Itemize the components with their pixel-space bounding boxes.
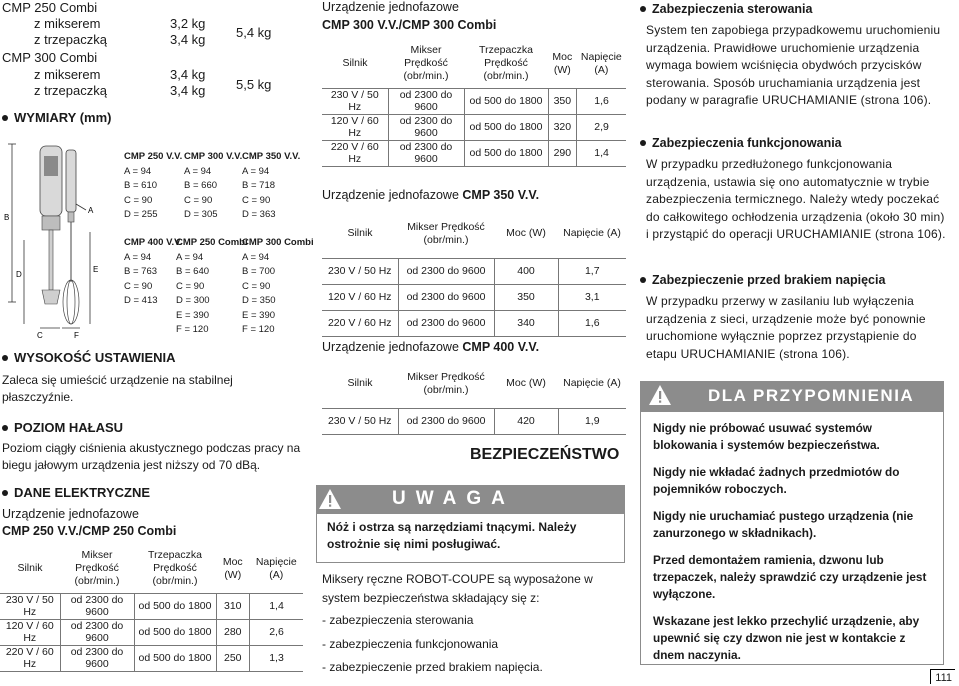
cell: 1,7 bbox=[558, 258, 626, 284]
model-title: CMP 350 V.V. bbox=[462, 188, 540, 202]
diagram-label-e: E bbox=[93, 265, 99, 274]
dim-line: A = 94 bbox=[124, 251, 152, 263]
cell: 1,4 bbox=[250, 593, 303, 619]
cell: od 2300 do 9600 bbox=[60, 593, 134, 619]
right-heading-2 bbox=[640, 136, 842, 150]
dim-block-title: CMP 400 V.V. bbox=[124, 237, 183, 248]
dim-block bbox=[184, 150, 242, 223]
cell: od 500 do 1800 bbox=[134, 645, 216, 671]
col-header: Moc (W) bbox=[552, 50, 573, 76]
uwaga-banner bbox=[316, 485, 625, 513]
dimensions-heading-text: WYMIARY (mm) bbox=[14, 110, 112, 125]
dim-block bbox=[242, 150, 300, 223]
model-title-line bbox=[322, 188, 539, 202]
cell: 120 V / 60 Hz bbox=[322, 114, 388, 140]
col-header: Silnik bbox=[347, 227, 373, 240]
weight-value: 3,4 kg bbox=[170, 83, 206, 98]
dim-block-title: CMP 300 V.V. bbox=[184, 151, 243, 162]
dim-block bbox=[124, 236, 182, 309]
table-row bbox=[322, 88, 626, 114]
bullet-icon bbox=[2, 115, 8, 121]
cell: od 500 do 1800 bbox=[134, 619, 216, 645]
dim-line: B = 700 bbox=[242, 266, 276, 277]
dim-line: D = 413 bbox=[124, 295, 158, 306]
dim-block-title: CMP 350 V.V. bbox=[242, 151, 301, 162]
cell: 220 V / 60 Hz bbox=[322, 140, 388, 166]
weight-total: 5,5 kg bbox=[236, 77, 272, 92]
diagram-label-f: F bbox=[74, 331, 79, 340]
reminder-item: Nigdy nie wkładać żadnych przedmiotów do pojemników roboczych. bbox=[653, 465, 900, 496]
cell: 230 V / 50 Hz bbox=[322, 258, 398, 284]
noise-heading-text: POZIOM HAŁASU bbox=[14, 420, 124, 435]
col-header: Mikser Prędkość (obr/min.) bbox=[407, 370, 485, 396]
cell: od 2300 do 9600 bbox=[60, 619, 134, 645]
bullet-icon bbox=[2, 355, 8, 361]
weight-label: z trzepaczką bbox=[34, 83, 107, 98]
dim-line: B = 718 bbox=[242, 180, 276, 191]
col-header: Trzepaczka Prędkość (obr/min.) bbox=[148, 549, 202, 588]
dim-line: C = 90 bbox=[184, 194, 213, 206]
col-header: Silnik bbox=[17, 562, 43, 575]
dim-line: A = 94 bbox=[242, 251, 270, 263]
dim-line: D = 363 bbox=[242, 209, 276, 220]
dim-line: D = 300 bbox=[176, 295, 210, 306]
reminder-title: DLA PRZYPOMNIENIA bbox=[708, 386, 915, 405]
electric-table-300 bbox=[322, 40, 626, 167]
col-header: Silnik bbox=[342, 57, 368, 70]
right-heading-1 bbox=[640, 2, 812, 16]
reminder-item: Wskazane jest lekko przechylić urządzenie, aby upewnić się czy dzwon nie jest w kontakcie z dnem naczynia. bbox=[653, 614, 920, 662]
cell: od 2300 do 9600 bbox=[388, 114, 464, 140]
cell: od 2300 do 9600 bbox=[398, 310, 494, 336]
cell: 320 bbox=[548, 114, 577, 140]
cell: 310 bbox=[216, 593, 250, 619]
cell: od 2300 do 9600 bbox=[398, 258, 494, 284]
cell: 280 bbox=[216, 619, 250, 645]
col-header: Mikser Prędkość (obr/min.) bbox=[74, 549, 120, 588]
cell: 250 bbox=[216, 645, 250, 671]
col-header: Moc (W) bbox=[506, 227, 546, 240]
cell: od 2300 do 9600 bbox=[388, 140, 464, 166]
electric-heading bbox=[2, 485, 150, 500]
cell: 350 bbox=[494, 284, 558, 310]
cell: 1,9 bbox=[558, 408, 626, 434]
cell: 220 V / 60 Hz bbox=[322, 310, 398, 336]
safety-list-item: - zabezpieczenia funkcjonowania bbox=[322, 637, 499, 651]
weight-label: z mikserem bbox=[34, 16, 101, 31]
dim-line: B = 640 bbox=[176, 266, 210, 277]
dim-line: D = 305 bbox=[184, 209, 218, 220]
cell: 230 V / 50 Hz bbox=[322, 408, 398, 434]
col-header: Trzepaczka Prędkość (obr/min.) bbox=[479, 44, 533, 83]
diagram-label-b: B bbox=[4, 213, 10, 222]
col-header: Mikser Prędkość (obr/min.) bbox=[407, 220, 485, 246]
safety-list-item: - zabezpieczenie przed brakiem napięcia. bbox=[322, 660, 543, 674]
col-header: Napięcie (A) bbox=[563, 377, 621, 390]
bullet-icon bbox=[2, 490, 8, 496]
table-row bbox=[322, 114, 626, 140]
right-heading-3 bbox=[640, 273, 885, 287]
dim-line: C = 90 bbox=[176, 280, 205, 292]
noise-text: Poziom ciągły ciśnienia akustycznego podczas pracy na biegu jałowym urządzenia jest niższy od 70 dBą. bbox=[2, 441, 301, 472]
dim-line: B = 763 bbox=[124, 266, 158, 277]
table-row bbox=[0, 593, 303, 619]
weight-value: 3,2 kg bbox=[170, 16, 206, 31]
col-header: Mikser Prędkość (obr/min.) bbox=[403, 44, 449, 83]
electric-table-400 bbox=[322, 360, 626, 435]
weight-value: 3,4 kg bbox=[170, 67, 206, 82]
cell: 2,6 bbox=[250, 619, 303, 645]
noise-heading bbox=[2, 420, 123, 435]
table-row bbox=[322, 140, 626, 166]
dim-line: F = 120 bbox=[176, 324, 209, 335]
electric-table-350 bbox=[322, 210, 626, 337]
reminder-item: Nigdy nie próbować usuwać systemów blokowania i systemów bezpieczeństwa. bbox=[653, 421, 880, 452]
dimensions-heading bbox=[2, 110, 112, 125]
mixer-dimension-diagram bbox=[2, 142, 110, 342]
height-heading-text: WYSOKOŚĆ USTAWIENIA bbox=[14, 350, 176, 365]
device-label: Urządzenie jednofazowe bbox=[322, 188, 463, 202]
weight-label: z mikserem bbox=[34, 67, 101, 82]
cell: 230 V / 50 Hz bbox=[322, 88, 388, 114]
cell: 400 bbox=[494, 258, 558, 284]
weight-cmp300-title: CMP 300 Combi bbox=[2, 50, 98, 65]
device-label: Urządzenie jednofazowe bbox=[322, 340, 463, 354]
table-row bbox=[322, 258, 626, 284]
cell: od 500 do 1800 bbox=[134, 593, 216, 619]
col-header: Silnik bbox=[347, 377, 373, 390]
right-text-2: W przypadku przedłużonego funkcjonowania urządzenia, ustawia się ono automatycznie w trybie zabezpieczenia termicznego. Należy wtedy poczekać do całkowitego ochłodzenia urządzenia (około 30 min) i przystąpić do operacji URUCHAMIANIE (strona 106). bbox=[646, 157, 946, 241]
cell: 1,6 bbox=[558, 310, 626, 336]
height-text: Zaleca się umieścić urządzenie na stabilnej płaszczyźnie. bbox=[2, 373, 233, 404]
cell: 230 V / 50 Hz bbox=[0, 593, 60, 619]
dim-block-title: CMP 250 V.V. bbox=[124, 151, 183, 162]
dim-line: C = 90 bbox=[242, 280, 271, 292]
cell: 1,4 bbox=[577, 140, 626, 166]
table-row bbox=[322, 284, 626, 310]
warning-icon bbox=[648, 384, 672, 409]
cell: od 2300 do 9600 bbox=[60, 645, 134, 671]
reminder-box bbox=[640, 411, 944, 665]
dim-line: F = 120 bbox=[242, 324, 275, 335]
electric-heading-text: DANE ELEKTRYCZNE bbox=[14, 485, 151, 500]
reminder-item: Przed demontażem ramienia, dzwonu lub trzepaczek, należy sprawdzić czy urządzenie jest wyłączone. bbox=[653, 553, 927, 601]
cell: 290 bbox=[548, 140, 577, 166]
cell: 340 bbox=[494, 310, 558, 336]
cell: od 2300 do 9600 bbox=[398, 284, 494, 310]
diagram-label-d: D bbox=[16, 270, 22, 279]
right-heading-1-text: Zabezpieczenia sterowania bbox=[652, 2, 813, 16]
weight-cmp250-title: CMP 250 Combi bbox=[2, 0, 98, 15]
cell: od 2300 do 9600 bbox=[398, 408, 494, 434]
model-title: CMP 250 V.V./CMP 250 Combi bbox=[2, 524, 177, 538]
dim-block-title: CMP 250 Combi bbox=[176, 237, 248, 248]
device-label: Urządzenie jednofazowe bbox=[322, 0, 459, 14]
safety-intro: Miksery ręczne ROBOT-COUPE są wyposażone w system bezpieczeństwa składający się z: bbox=[322, 572, 593, 605]
dim-line: B = 660 bbox=[184, 180, 218, 191]
table-row bbox=[0, 619, 303, 645]
model-title: CMP 400 V.V. bbox=[462, 340, 540, 354]
cell: 350 bbox=[548, 88, 577, 114]
cell: 120 V / 60 Hz bbox=[0, 619, 60, 645]
dim-line: C = 90 bbox=[124, 194, 153, 206]
table-row bbox=[322, 408, 626, 434]
cell: 3,1 bbox=[558, 284, 626, 310]
right-text-1: System ten zapobiega przypadkowemu uruchomieniu urządzenia. Prawidłowe uruchomienie urządzenia wymaga bowiem wciśnięcia obydwóch przycisków sterowania. Sposób uruchamiania urządzenia jest podany w paragrafie URUCHAMIANIE (strona 106). bbox=[646, 23, 941, 107]
device-label: Urządzenie jednofazowe bbox=[2, 507, 139, 521]
col-header: Moc (W) bbox=[222, 555, 243, 581]
cell: od 500 do 1800 bbox=[464, 114, 548, 140]
safety-list-item: - zabezpieczenia sterowania bbox=[322, 613, 474, 627]
reminder-banner bbox=[640, 381, 944, 411]
uwaga-box bbox=[316, 513, 625, 563]
right-heading-3-text: Zabezpieczenie przed brakiem napięcia bbox=[652, 273, 886, 287]
dim-block bbox=[242, 236, 314, 338]
dim-block-title: CMP 300 Combi bbox=[242, 237, 314, 248]
warning-icon bbox=[316, 485, 344, 513]
cell: 220 V / 60 Hz bbox=[0, 645, 60, 671]
cell: 420 bbox=[494, 408, 558, 434]
dim-block bbox=[176, 236, 248, 338]
cell: 120 V / 60 Hz bbox=[322, 284, 398, 310]
dim-line: E = 390 bbox=[242, 309, 276, 321]
electric-table-250 bbox=[0, 545, 303, 672]
col-header: Napięcie (A) bbox=[563, 227, 621, 240]
diagram-label-c: C bbox=[37, 331, 43, 340]
model-title: CMP 300 V.V./CMP 300 Combi bbox=[322, 18, 497, 32]
dim-block bbox=[124, 150, 182, 223]
dim-line: C = 90 bbox=[124, 280, 153, 292]
height-heading bbox=[2, 350, 176, 365]
table-row bbox=[322, 310, 626, 336]
table-row bbox=[0, 645, 303, 671]
bullet-icon bbox=[640, 277, 646, 283]
bullet-icon bbox=[640, 140, 646, 146]
safety-heading: BEZPIECZEŃSTWO bbox=[470, 446, 620, 463]
page-number: 111 bbox=[930, 669, 955, 684]
dim-line: D = 255 bbox=[124, 209, 158, 220]
cell: od 500 do 1800 bbox=[464, 88, 548, 114]
cell: 1,3 bbox=[250, 645, 303, 671]
cell: 1,6 bbox=[577, 88, 626, 114]
bullet-icon bbox=[640, 6, 646, 12]
reminder-item: Nigdy nie uruchamiać pustego urządzenia (nie zanurzonego w składnikach). bbox=[653, 509, 914, 540]
dim-line: B = 610 bbox=[124, 180, 158, 191]
uwaga-text: Nóż i ostrza są narzędziami tnącymi. Należy ostrożnie się nimi posługiwać. bbox=[327, 520, 577, 551]
col-header: Napięcie (A) bbox=[255, 555, 297, 581]
weight-label: z trzepaczką bbox=[34, 32, 107, 47]
dim-line: D = 350 bbox=[242, 295, 276, 306]
diagram-label-a: A bbox=[88, 206, 94, 215]
weight-total: 5,4 kg bbox=[236, 25, 272, 40]
dim-line: C = 90 bbox=[242, 194, 271, 206]
cell: od 2300 do 9600 bbox=[388, 88, 464, 114]
right-text-3: W przypadku przerwy w zasilaniu lub wyłączenia urządzenia z sieci, urządzenie może być ponownie uruchomione wyłącznie poprzez przystąpienie do etapu URUCHAMIANIE (strona 106). bbox=[646, 294, 926, 361]
dim-line: A = 94 bbox=[184, 165, 212, 177]
dim-line: E = 390 bbox=[176, 309, 210, 321]
model-title-line bbox=[322, 340, 539, 354]
bullet-icon bbox=[2, 425, 8, 431]
cell: 2,9 bbox=[577, 114, 626, 140]
right-heading-2-text: Zabezpieczenia funkcjonowania bbox=[652, 136, 842, 150]
cell: od 500 do 1800 bbox=[464, 140, 548, 166]
uwaga-title: UWAGA bbox=[392, 488, 515, 509]
col-header: Napięcie (A) bbox=[580, 50, 622, 76]
dim-line: A = 94 bbox=[242, 165, 270, 177]
dim-line: A = 94 bbox=[124, 165, 152, 177]
dim-line: A = 94 bbox=[176, 251, 204, 263]
weight-value: 3,4 kg bbox=[170, 32, 206, 47]
col-header: Moc (W) bbox=[506, 377, 546, 390]
